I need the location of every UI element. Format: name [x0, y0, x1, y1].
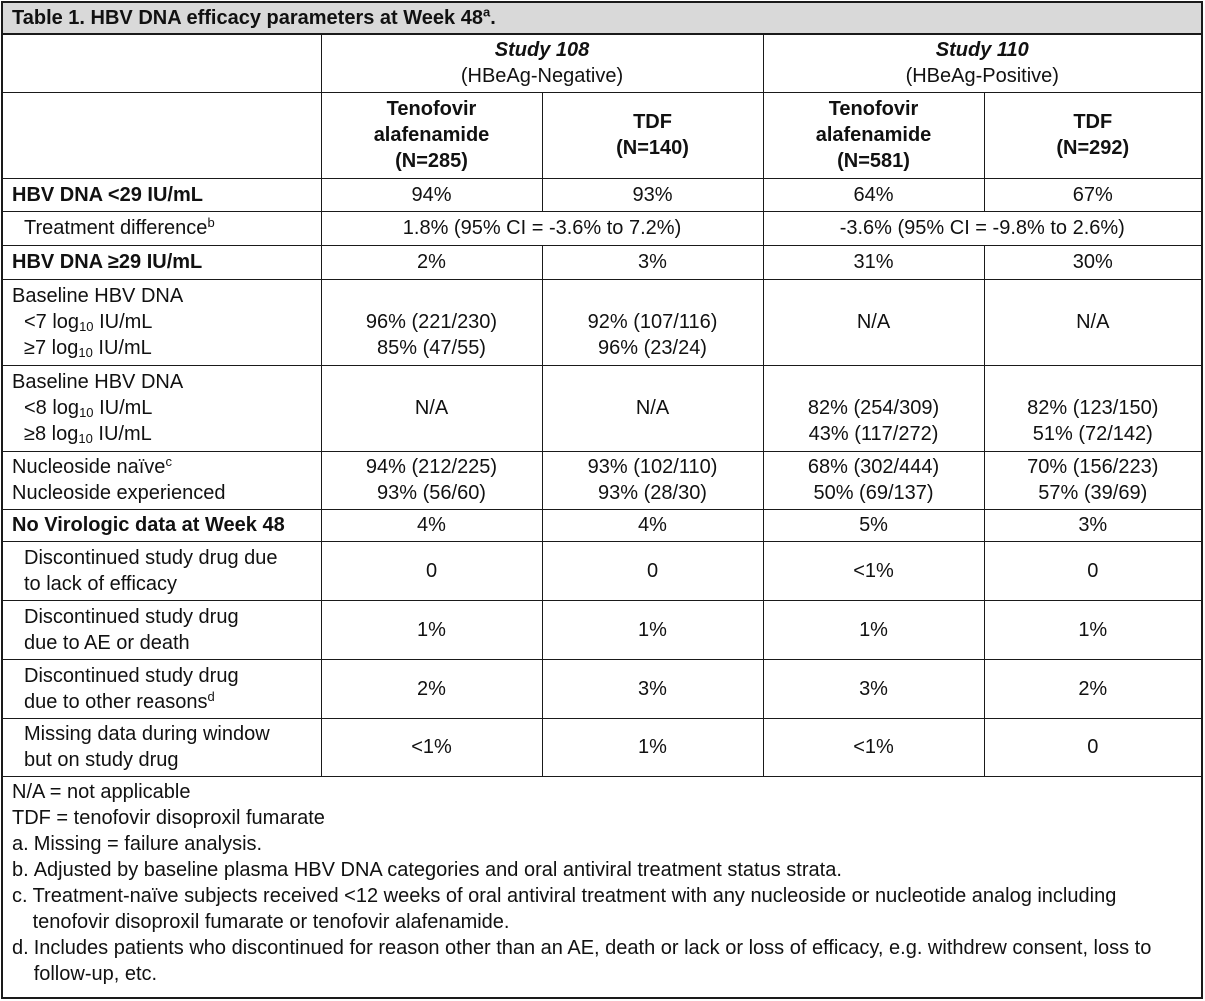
table-cell: 3%	[984, 509, 1201, 541]
table-cell: 30%	[984, 245, 1201, 279]
header-arm-110-taf: Tenofovir alafenamide (N=581)	[763, 92, 984, 178]
study-108-name: Study 108	[494, 39, 590, 62]
header-study-108	[321, 35, 763, 92]
footnote-marker: c	[165, 454, 172, 469]
row-label: Discontinued study drug due to other reasons$^d$	[3, 659, 321, 718]
table-cell: 4%	[542, 509, 763, 541]
table-cell: 0	[542, 541, 763, 600]
efficacy-table	[3, 35, 1201, 777]
table-cell: 67%	[984, 178, 1201, 211]
header-arm-108-taf: Tenofovir alafenamide (N=285)	[321, 92, 542, 178]
row-label: Nucleoside naïve$^c$ Nucleoside experienced	[3, 451, 321, 509]
row-label: HBV DNA ≥29 IU/mL	[3, 245, 321, 279]
table-cell: 93% (102/110) 93% (28/30)	[542, 451, 763, 509]
footnote-marker: b	[207, 215, 215, 230]
table-cell: 3%	[763, 659, 984, 718]
table-cell: N/A	[984, 279, 1201, 365]
table-cell: 1%	[542, 600, 763, 659]
table-row	[3, 718, 1201, 776]
header-arm-110-tdf: TDF (N=292)	[984, 92, 1201, 178]
row-label: Discontinued study drug due to lack of efficacy	[3, 541, 321, 600]
row-label: Baseline HBV DNA <7 $\log_{10} IU/mL$ ≥7 $\log_{10} IU/mL$	[3, 279, 321, 365]
table-cell: 82% (123/150) 51% (72/142)	[984, 365, 1201, 451]
table-row	[3, 541, 1201, 600]
table-cell: 64%	[763, 178, 984, 211]
table-row	[3, 279, 1201, 365]
row-label: Treatment difference$^b$	[3, 211, 321, 245]
table-cell: 3%	[542, 659, 763, 718]
table-cell: 94%	[321, 178, 542, 211]
table-cell: <1%	[763, 541, 984, 600]
table-cell: 68% (302/444) 50% (69/137)	[763, 451, 984, 509]
table-cell: 94% (212/225) 93% (56/60)	[321, 451, 542, 509]
header-row-arms	[3, 92, 1201, 178]
table-cell: 2%	[984, 659, 1201, 718]
table-cell: 82% (254/309) 43% (117/272)	[763, 365, 984, 451]
header-study-110	[763, 35, 1201, 92]
table-cell: 3%	[542, 245, 763, 279]
table-row	[3, 509, 1201, 541]
header-empty-cell	[3, 35, 321, 92]
table-cell: <1%	[321, 718, 542, 776]
table-row	[3, 451, 1201, 509]
table-cell: 1%	[984, 600, 1201, 659]
table-row	[3, 245, 1201, 279]
row-label: Missing data during window but on study drug	[3, 718, 321, 776]
table-row	[3, 178, 1201, 211]
table-cell: 5%	[763, 509, 984, 541]
study-108-population: (HBeAg-Negative)	[460, 65, 624, 88]
table-cell: 96% (221/230) 85% (47/55)	[321, 279, 542, 365]
header-empty-cell	[3, 92, 321, 178]
table-row	[3, 211, 1201, 245]
footnote-tdf: TDF = tenofovir disoproxil fumarate	[12, 806, 325, 829]
footnote-b: b. Adjusted by baseline plasma HBV DNA categories and oral antiviral treatment status strata.	[12, 858, 842, 881]
table-row	[3, 600, 1201, 659]
table-cell: -3.6% (95% CI = -9.8% to 2.6%)	[763, 211, 1201, 245]
header-row-studies	[3, 35, 1201, 92]
table-cell: N/A	[763, 279, 984, 365]
table-cell: 92% (107/116) 96% (23/24)	[542, 279, 763, 365]
table-cell: 31%	[763, 245, 984, 279]
table-cell: 70% (156/223) 57% (39/69)	[984, 451, 1201, 509]
efficacy-table-document	[1, 1, 1203, 999]
table-title-text: Table 1. HBV DNA efficacy parameters at Week 48	[12, 7, 483, 29]
footnote-d: d. Includes patients who discontinued for reason other than an AE, death or lack or loss of efficacy, e.g. withdrew consent, loss to follow-up, etc.	[12, 936, 1152, 985]
table-cell: 0	[984, 541, 1201, 600]
table-title-footnote-marker: a	[482, 4, 491, 20]
row-label: No Virologic data at Week 48	[3, 509, 321, 541]
table-cell: 1%	[321, 600, 542, 659]
footnote-a: a. Missing = failure analysis.	[12, 832, 263, 855]
header-arm-108-tdf: TDF (N=140)	[542, 92, 763, 178]
table-row	[3, 659, 1201, 718]
table-cell: 2%	[321, 245, 542, 279]
row-label: Discontinued study drug due to AE or death	[3, 600, 321, 659]
table-row	[3, 365, 1201, 451]
table-cell: 0	[984, 718, 1201, 776]
study-110-population: (HBeAg-Positive)	[905, 65, 1059, 88]
row-label: HBV DNA <29 IU/mL	[3, 178, 321, 211]
footnote-na: N/A = not applicable	[12, 780, 191, 803]
study-110-name: Study 110	[935, 39, 1029, 62]
table-cell: 1%	[542, 718, 763, 776]
table-cell: 2%	[321, 659, 542, 718]
table-title: Table 1. HBV DNA efficacy parameters at Week 48$^a$.	[3, 3, 1201, 35]
table-cell: <1%	[763, 718, 984, 776]
table-cell: 1.8% (95% CI = -3.6% to 7.2%)	[321, 211, 763, 245]
table-cell: 4%	[321, 509, 542, 541]
table-cell: 1%	[763, 600, 984, 659]
footnote-marker: d	[207, 688, 215, 704]
table-cell: 0	[321, 541, 542, 600]
footnote-c: c. Treatment-naïve subjects received <12 weeks of oral antiviral treatment with any nucleoside or nucleotide analog including tenofovir disoproxil fumarate or tenofovir alafenamide.	[12, 884, 1117, 933]
table-cell: N/A	[542, 365, 763, 451]
table-cell: 93%	[542, 178, 763, 211]
table-cell: N/A	[321, 365, 542, 451]
row-label: Baseline HBV DNA <8 $\log_{10} IU/mL$ ≥8 $\log_{10} IU/mL$	[3, 365, 321, 451]
table-footnotes	[3, 777, 1201, 987]
